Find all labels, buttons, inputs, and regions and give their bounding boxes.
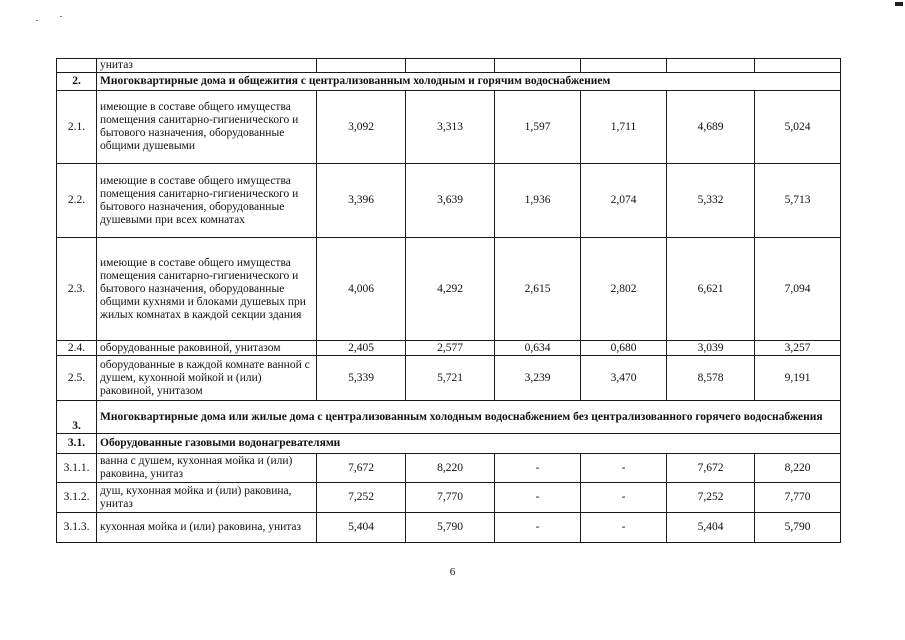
value-cell: 3,039 <box>667 341 755 356</box>
value-cell: 7,672 <box>317 454 406 483</box>
value-cell <box>667 59 755 73</box>
value-cell: 2,615 <box>495 238 581 341</box>
value-cell <box>495 59 581 73</box>
value-cell: 1,936 <box>495 164 581 238</box>
row-number: 3.1.2. <box>57 483 97 513</box>
value-cell: - <box>581 454 667 483</box>
value-cell: - <box>495 454 581 483</box>
section-title: Многоквартирные дома или жилые дома с централизованным холодным водоснабжением без централизованного горячего водоснабжения <box>97 401 841 434</box>
row-number: 2.5. <box>57 356 97 401</box>
section-title: Многоквартирные дома и общежития с централизованным холодным и горячим водоснабжением <box>97 73 841 91</box>
value-cell: - <box>581 483 667 513</box>
value-cell: 3,239 <box>495 356 581 401</box>
section-row <box>57 73 841 91</box>
table-row <box>57 164 841 238</box>
value-cell: 2,405 <box>317 341 406 356</box>
tariff-table <box>56 58 841 543</box>
row-number: 2.4. <box>57 341 97 356</box>
value-cell: 5,790 <box>406 513 495 543</box>
value-cell <box>406 59 495 73</box>
row-description: кухонная мойка и (или) раковина, унитаз <box>97 513 317 543</box>
value-cell: 5,790 <box>755 513 841 543</box>
value-cell: 2,577 <box>406 341 495 356</box>
value-cell: 3,470 <box>581 356 667 401</box>
section-number: 2. <box>57 73 97 91</box>
value-cell: 4,689 <box>667 91 755 164</box>
row-description: оборудованные в каждой комнате ванной с душем, кухонной мойкой и (или) раковиной, унитазом <box>97 356 317 401</box>
value-cell: 4,292 <box>406 238 495 341</box>
value-cell: 6,621 <box>667 238 755 341</box>
page-number: 6 <box>449 566 456 578</box>
row-description: унитаз <box>97 59 317 73</box>
section-number: 3. <box>57 401 97 434</box>
value-cell: 2,074 <box>581 164 667 238</box>
value-cell <box>755 59 841 73</box>
value-cell: 8,578 <box>667 356 755 401</box>
value-cell: 5,404 <box>667 513 755 543</box>
value-cell <box>317 59 406 73</box>
value-cell: 7,252 <box>667 483 755 513</box>
table-row <box>57 454 841 483</box>
value-cell: 4,006 <box>317 238 406 341</box>
table-row <box>57 59 841 73</box>
value-cell: 5,339 <box>317 356 406 401</box>
value-cell: 7,094 <box>755 238 841 341</box>
row-description: имеющие в составе общего имущества помещения санитарно-гигиенического и бытового назначения, оборудованные общими кухнями и блоками душевых при жилых комнатах в каждой секции здания <box>97 238 317 341</box>
row-number: 3.1.3. <box>57 513 97 543</box>
value-cell: 5,024 <box>755 91 841 164</box>
value-cell: 8,220 <box>406 454 495 483</box>
value-cell: 3,257 <box>755 341 841 356</box>
value-cell: 7,770 <box>755 483 841 513</box>
table-row <box>57 91 841 164</box>
value-cell: 5,721 <box>406 356 495 401</box>
value-cell: 7,672 <box>667 454 755 483</box>
section-title: Оборудованные газовыми водонагревателями <box>97 434 841 454</box>
value-cell: 0,680 <box>581 341 667 356</box>
value-cell: 3,396 <box>317 164 406 238</box>
row-description: имеющие в составе общего имущества помещения санитарно-гигиенического и бытового назначения, оборудованные общими душевыми <box>97 91 317 164</box>
scan-mark <box>895 2 903 6</box>
table-row <box>57 238 841 341</box>
table-row <box>57 341 841 356</box>
value-cell: 9,191 <box>755 356 841 401</box>
value-cell: 5,404 <box>317 513 406 543</box>
row-number <box>57 59 97 73</box>
value-cell: 5,713 <box>755 164 841 238</box>
value-cell: 3,092 <box>317 91 406 164</box>
value-cell: - <box>581 513 667 543</box>
value-cell: - <box>495 513 581 543</box>
table-row <box>57 483 841 513</box>
value-cell: 8,220 <box>755 454 841 483</box>
row-description: душ, кухонная мойка и (или) раковина, унитаз <box>97 483 317 513</box>
value-cell <box>581 59 667 73</box>
value-cell: 1,597 <box>495 91 581 164</box>
value-cell: - <box>495 483 581 513</box>
row-description: оборудованные раковиной, унитазом <box>97 341 317 356</box>
row-description: имеющие в составе общего имущества помещения санитарно-гигиенического и бытового назначения, оборудованные душевыми при всех комнатах <box>97 164 317 238</box>
value-cell: 3,639 <box>406 164 495 238</box>
value-cell: 7,770 <box>406 483 495 513</box>
section-row <box>57 401 841 434</box>
value-cell: 5,332 <box>667 164 755 238</box>
value-cell: 2,802 <box>581 238 667 341</box>
scan-speck <box>36 20 38 21</box>
value-cell: 0,634 <box>495 341 581 356</box>
section-row <box>57 434 841 454</box>
table-row <box>57 513 841 543</box>
row-number: 2.1. <box>57 91 97 164</box>
value-cell: 3,313 <box>406 91 495 164</box>
scan-speck <box>60 16 62 17</box>
section-number: 3.1. <box>57 434 97 454</box>
value-cell: 1,711 <box>581 91 667 164</box>
row-number: 3.1.1. <box>57 454 97 483</box>
row-number: 2.2. <box>57 164 97 238</box>
value-cell: 7,252 <box>317 483 406 513</box>
row-number: 2.3. <box>57 238 97 341</box>
table-row <box>57 356 841 401</box>
row-description: ванна с душем, кухонная мойка и (или) раковина, унитаз <box>97 454 317 483</box>
